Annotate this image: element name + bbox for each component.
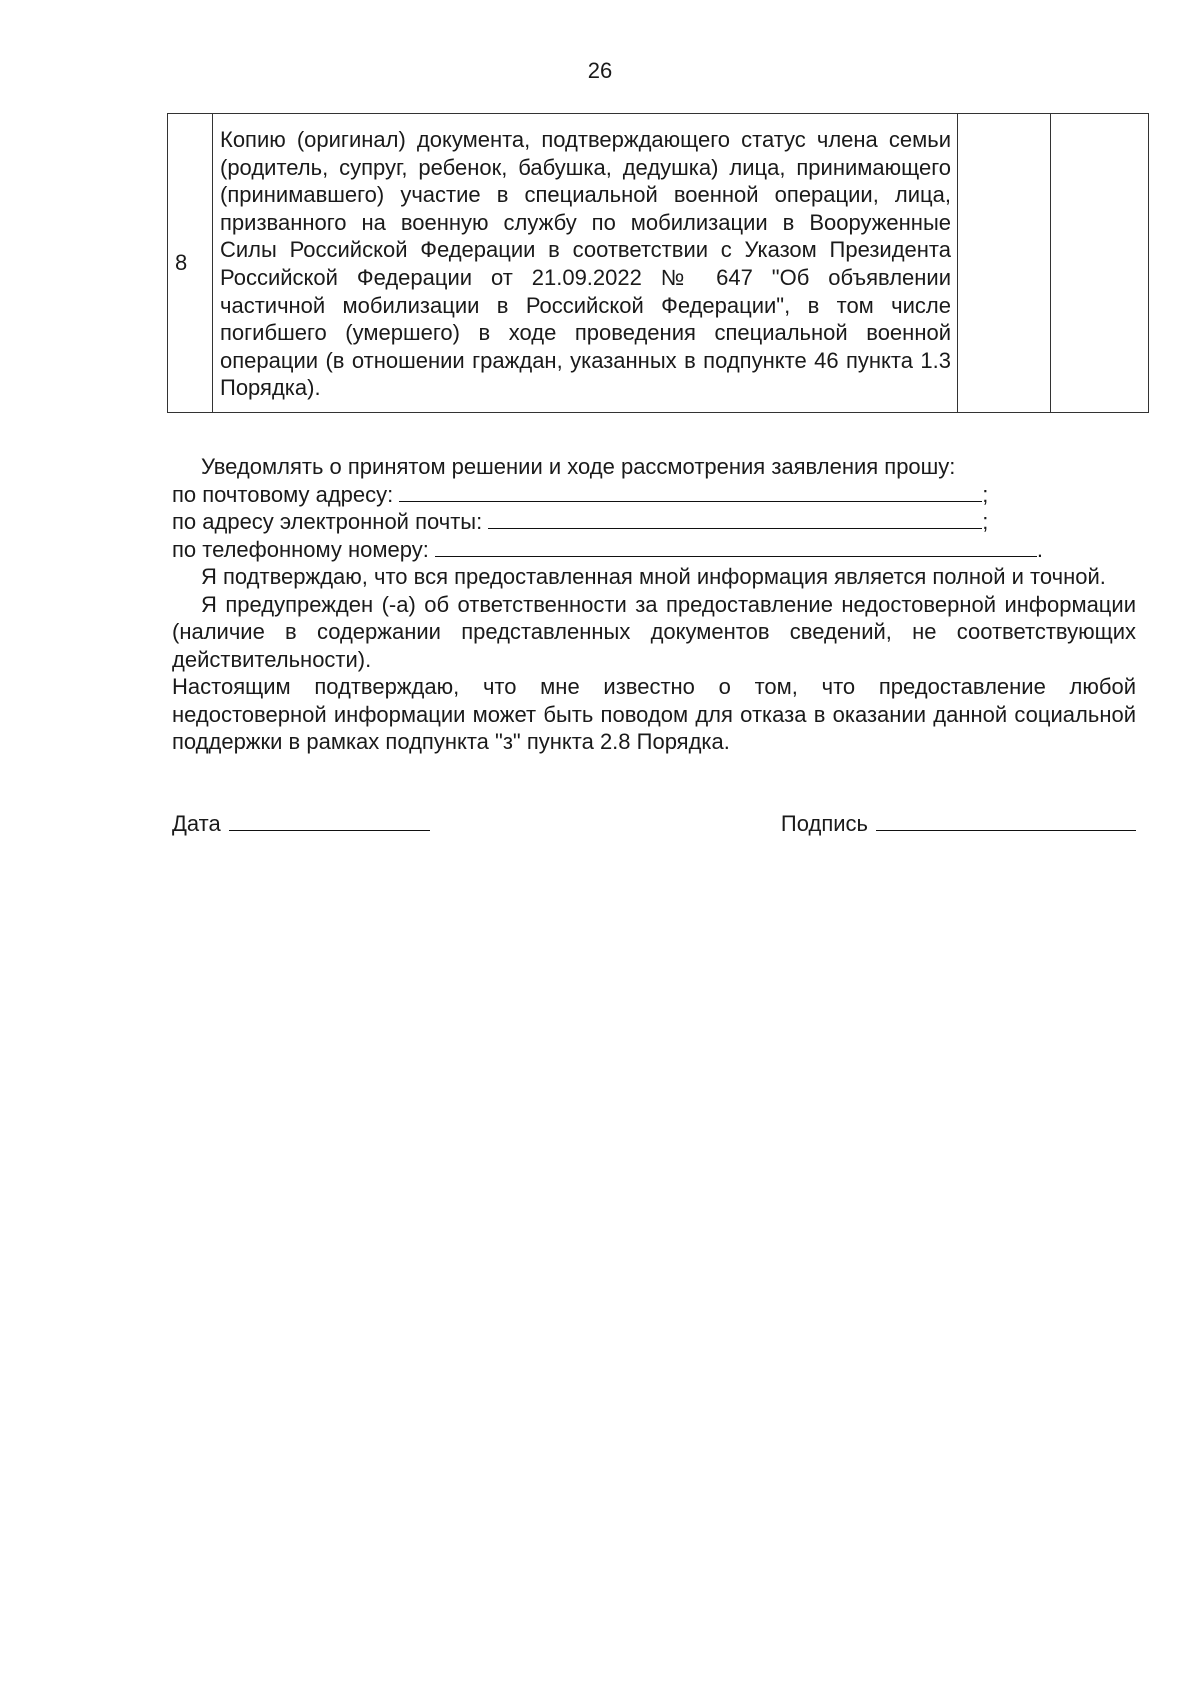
notify-intro: Уведомлять о принятом решении и ходе рассмотрения заявления прошу: <box>201 454 956 479</box>
phone-number-end: . <box>1036 536 1043 562</box>
email-address-end: ; <box>982 509 989 534</box>
email-address-line <box>172 508 1136 536</box>
date-field[interactable] <box>229 810 430 831</box>
postal-address-field[interactable] <box>399 481 982 502</box>
row-mark-cell-1[interactable] <box>958 114 1051 413</box>
row-description-cell: Копию (оригинал) документа, подтверждающего статус члена семьи (родитель, супруг, ребенок, бабушка, дедушка) лица, принимающего (принимавшего) участие в специальной военной операции, лица, призванного на военную службу по мобилизации в Вооруженные Силы Российской Федерации в соответствии с Указом Президента Российской Федерации от 21.09.2022 № 647 "Об объявлении частичной мобилизации в Российской Федерации", в том числе погибшего (умершего) в ходе проведения специальной военной операции (в отношении граждан, указанных в подпункте 46 пункта 1.3 Порядка). <box>213 114 958 413</box>
signature-field[interactable] <box>876 810 1136 831</box>
aware-paragraph: Настоящим подтверждаю, что мне известно о том, что предоставление любой недостоверной информации может быть поводом для отказа в оказании данной социальной поддержки в рамках подпункта "з" пункта 2.8 Порядка. <box>172 674 1136 754</box>
email-address-field[interactable] <box>488 508 982 529</box>
phone-number-label: по телефонному номеру: <box>172 536 429 562</box>
documents-table <box>167 113 1149 413</box>
notification-section <box>172 453 1136 756</box>
signature-row <box>172 810 1136 840</box>
signature-block <box>781 810 1136 837</box>
warned-paragraph: Я предупрежден (-а) об ответственности за предоставление недостоверной информации (наличие в содержании представленных документов сведений, не соответствующих действительности). <box>172 591 1136 672</box>
phone-number-field[interactable] <box>435 536 1037 557</box>
table-row <box>168 114 1149 413</box>
date-label: Дата <box>172 811 221 836</box>
page-number: 26 <box>587 58 613 83</box>
phone-number-line <box>172 536 1136 564</box>
postal-address-line <box>172 481 1136 509</box>
date-block <box>172 810 430 837</box>
signature-label: Подпись <box>780 811 868 836</box>
postal-address-label: по почтовому адресу: <box>172 481 394 507</box>
postal-address-end: ; <box>982 481 989 507</box>
row-mark-cell-2[interactable] <box>1051 114 1149 413</box>
row-number-cell: 8 <box>168 114 213 413</box>
confirm-paragraph: Я подтверждаю, что вся предоставленная мной информация является полной и точной. <box>201 564 1106 589</box>
email-address-label: по адресу электронной почты: <box>172 509 483 534</box>
